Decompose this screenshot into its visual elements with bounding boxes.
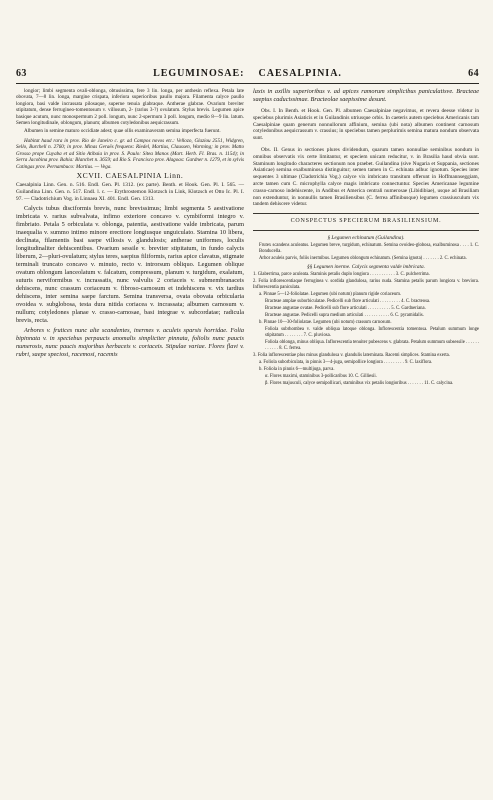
key-entry: Frutex scandens aculeatus. Legumen breve, turgidum, echinatum. Semina ovoideo-globosa, exalbuminosa . . . . 1. C. Bonducella.	[259, 243, 479, 255]
habit-description-continued: laxis in axillis superioribus v. ad apices ramorum simplicibus paniculatisve. Bracteae saepius caducissimae. Bracteolae saepissime desunt.	[253, 88, 479, 103]
species-key	[253, 235, 479, 387]
genus-description	[16, 205, 244, 359]
running-title	[153, 68, 342, 79]
habitat-paragraph: Habitat haud rara in prov. Rio de Janeiro c. gr. ad Campos novos etc.: Vellozo, Glaziou 2551, Widgren, Sello, Burchell n. 2760; in prov. Minas Geraës frequens: Riedel, Martius, Claussen, Warming; in prov. Matto Grosso prope Cuyaba et ad Sitio Atibaia in prov. S. Paulo: Sitea Manos (Mart. Herb. Fl. Bras. n. 1154); in Serra Jacobina prov. Bahia: Blanchet n. 3659; ad Rio S. Francisco prov. Alagoas: Gardner n. 1279, et in sylvis Catingas prov. Pernambuco: Martius. — Vega.	[16, 137, 244, 170]
key-entry: Bracteae angustae ovatae. Pedicelli sub flore articulati . . . . . . . . . . 5. C. Gardneriana.	[265, 306, 426, 312]
section-title-echinatum: § Legumen echinatum (Guilandina).	[327, 235, 405, 242]
page-number-left: 63	[16, 68, 27, 79]
key-entry: a. Foliola suborbiculata, in pinnis 3—4-juga, semipollice longiora . . . . . . . . . 9. C. laxiflora.	[259, 360, 433, 366]
key-entry: α. Flores maximi, staminibus 3-pollicaribus 10. C. Gilliesii.	[265, 374, 377, 380]
conspectus-title: CONSPECTUS SPECIERUM BRASILIENSIUM.	[290, 218, 442, 225]
key-entry: β. Flores majusculi, calyce semipollicari, staminibus vix petalis longioribus . . . . . . . 11. C. calycina.	[265, 381, 454, 387]
key-entry: 1. Glaberrima, parce aculeata. Staminis petalis duplo longiora . . . . . . . . . . . 3. C. pulcherrima.	[253, 272, 430, 278]
key-entry: Bracteae angustae. Pedicelli supra medium articulati . . . . . . . . . . . 6. C. pyramidalis.	[265, 313, 424, 319]
conspectus-rule-bottom	[253, 230, 479, 231]
key-entry: Foliola subrhombea v. valde obliqua latoque oblonga. Inflorescentia tomentosa. Petalum summum longe stipitatum . . . . . . . . 7. C. pluviosa.	[265, 327, 479, 339]
key-entry: Arbor aculeis parvis, foliis inermibus. Legumen oblongum echinatum. (Semina ignota) . . . . . . . 2. C. echinata.	[259, 256, 467, 262]
description-continued: longior; limbi segmenta ovali-oblonga, obtusissima, fere 3 lin. longa, per anthesin reflexa. Petala late obovata, 7—8 lin. longa, margine crispata, inferiora superioribus paullo majora. Filamenta calyce paullo longiora, basi valde incrassata pilosaque, superne tenuia glabraque. Antherae glabrae. Ovarium breviter stipitatum, dense ferrugineo-tomentosum v. villosum, 2- (rarius 3-?) ovulatum. Stylus brevis. Legumen apice basique acutum, nunc monospermum 2 poll. longum, nunc 2-spermum 3 poll. longum, medio 8—9 lin. latum. Semen longitudinale, oblongum, planum; albumen cotyledonibus aequicrassum.	[16, 88, 244, 127]
running-header	[16, 68, 479, 82]
header-rule	[16, 83, 479, 84]
genus-heading: XCVII. CAESALPINIA Linn.	[76, 171, 184, 181]
page-number-right: 64	[468, 68, 479, 79]
genus-description-text: Calycis tubus disciformis brevis, nunc brevissimus; limbi segmenta 5 aestivatione imbricata v. rarius subvalvata, infimo exteriore concavo v. cymbiformi integro v. fimbriato. Petala 5 orbiculata v. oblonga, patentia, aestivatione valde imbricata, parum inaequalia v. summo intimo minore erectiore longiusque unguiculato. Stamina 10 libera, declinata, filamentis basi saepe villosis v. glandulosis; antherae uniformes, loculis longitudinaliter dehiscentibus. Ovarium sessile v. breviter stipitatum, in fundo calycis liberum, 2—pluri-ovulatum; stylus teres, saepius filiformis, rarius apice clavatus, stigmate terminali truncato concavo v. minuto, recto v. introrsum obliquo. Legumen oblique ovatum oblongum lanceolatum v. falcatum, compressum, planum v. turgidum, exalatum, suturis nerviformibus v. incrassatis, nunc valvulis 2 coriaceis v. submembranaceis dehiscens, nunc crassum coriaceum v. fibroso-carnosum et indehiscens v. vix tardius dehiscens, inter semina saepe farctum. Semina transversa, ovata obovata orbicularia ovoidea v. subglobosa, testa dura nitida coriacea v. incrassata; albumen carnosum v. nullum; cotyledones planae v. crasso-carnosae, basi integrae v. subcordatae; radicula brevis, recta.	[16, 204, 244, 324]
section-title-inerme: §§ Legumen inerme. Calycis segmenta valde imbricata.	[307, 264, 425, 271]
conspectus-rule-top	[253, 213, 479, 214]
key-entry: Bracteae amplae suborbiculatae. Pedicelli sub flore articulati . . . . . . . . . 4. C. bracteosa.	[265, 299, 431, 305]
key-entry: b. Foliola in pinnis 6—multijuga, parva.	[259, 367, 335, 373]
observations	[253, 108, 479, 208]
observation-one: Obs. I. In Benth. et Hook. Gen. Pl. albumen Caesalpiniae negavimus, et revera deesse videtur in speciebus plurimis Asiaticis et in Guilandinis utriusque orbis. In caeteris autem speciebus Americanis tam Caesalpiniae quam generum nonnullorum affinium, semina (ubi nota) albumen continent carnosum cotyledonibus aequicrassum v. crassius; in speciebus tamen perplurimis semina matura nondum observata sunt.	[253, 108, 479, 142]
albumen-note: Albumen in semine maturo occidiate adest; quae ollis examinaveram semina imperfecta fuerunt.	[24, 128, 221, 135]
key-entry: 2. Folia inflorescentiaque ferruginea v. sordida glandulosa, rarius nuda. Stamina petalis parum longiora v. breviora. Inflorescentia paniculata.	[253, 279, 479, 291]
key-entry: 3. Folia inflorescentiae plus minus glandulosa v. glandulis laterninata. Racemi simplices. Stamina exerta.	[253, 353, 450, 359]
observation-two: Obs. II. Genus in sectiones plures dividendum, quarum tamen nonnullae seminibus nondum in omnibus observatis vix certe limitantur, et speciem unicam reducitur, v. in Brasilia haud obvia sunt. Staminum longitudo characteres sectionum non praebet. Guilandina (sive Nugaria et Suppania, sectiones Asiaticae) semina exalbuminosa distinguitur; semen tamen in C. echinata adhuc ignotum. Species inter sequentes 3 ultimae (Cladotrichia Vog.) calyce vix imbricato transitum offerunt in Hoffmannseggiam, arcte tamen cum C. microphylla calyce magis imbricato connectuntur. Species Americanae legumine crasso-carnoso indehiscente, in Andibus et America centrali numerosae (Libidibiae), usque ad Brasiliam non extenduntur, in nonnullis tamen Brasiliensibus (C. ferrea affinibusque) legumen crassiusculum vix tandem dehiscere videtur.	[253, 146, 479, 208]
key-entry: a. Pinnae 5—12-foliolatae. Legumen (ubi notum) planum rigide coriaceum.	[259, 292, 402, 298]
key-entry: b. Pinnae 10—30-foliolatae. Legumen (ubi notum) crassum carnosum.	[259, 320, 392, 326]
left-column	[16, 88, 244, 361]
family-title: LEGUMINOSAE:	[153, 68, 245, 79]
habit-description: Arbores v. frutices nunc alte scandentes, inermes v. aculeis sparsis horridae. Folia bipinnata v. in speciebus perpaucis anomalis simpliciter pinnata, foliolis nunc paucis numerosis, nunc paucis majoribus herbaceis v. coriaceis. Stipulae variae. Flores flavi v. rubri, saepe speciosi, racemosi, racemis	[16, 326, 244, 358]
right-column	[253, 88, 479, 388]
synonymy-references: Caesalpinia Linn. Gen. n. 516. Endl. Gen. Pl. 1312. (ex parte). Benth. et Hook. Gen. Pl. I. 565. — Guilandina Linn. Gen. n. 517. Endl. l. c. — Erythrostemon Klotzsch in Link, Klotzsch et Otto Ic. Pl. I. 97. — Cladotrichium Vog. in Linnaea XI. 401. Endl. Gen. 1313.	[16, 181, 244, 202]
genus-running-title: CAESALPINIA.	[258, 68, 342, 79]
key-entry: Foliola oblonga, minus obliqua. Inflorescentia tenuiter pubescens v. glabrata. Petalum summum subsessile . . . . . . . . . . . . 8. C. ferrea.	[265, 340, 479, 352]
